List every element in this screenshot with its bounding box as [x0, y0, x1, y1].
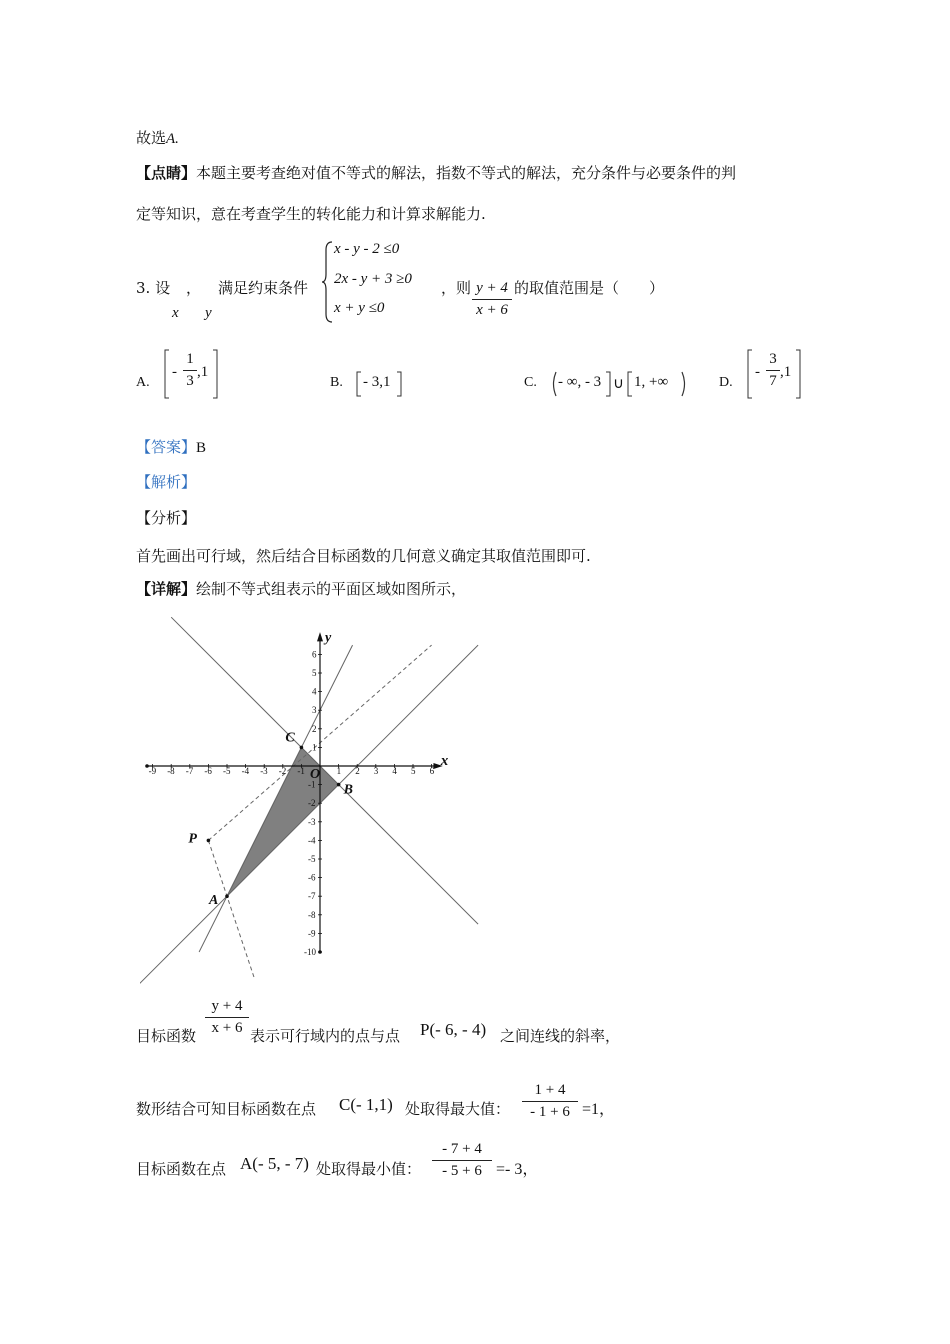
constraint-2: 2x - y + 3 ≥0 — [334, 271, 412, 287]
objective-fraction: y + 4 x + 6 — [205, 998, 249, 1037]
x-tick-label: -9 — [148, 766, 157, 776]
x-tick-label: 1 — [336, 766, 342, 776]
y-tick-label: -5 — [308, 854, 316, 864]
y-tick-label: -9 — [308, 928, 316, 939]
y-tick-label: -6 — [308, 872, 316, 883]
y-tick-label: -3 — [308, 816, 316, 827]
y-tick-label: 2 — [312, 723, 317, 734]
y-tick-label: 5 — [312, 668, 317, 678]
x-tick-label: -5 — [223, 766, 231, 776]
question-then: ，则 — [441, 279, 472, 297]
point-p-label: P — [188, 831, 197, 847]
y-tick-label: -10 — [304, 947, 316, 957]
x-tick-label: -3 — [260, 766, 268, 776]
option-b: - 3,1 — [355, 370, 407, 398]
x-tick-label: -7 — [185, 766, 194, 776]
line-2x-minus-y-plus-3 — [199, 645, 352, 952]
x-axis-label: x — [440, 753, 449, 769]
point-a-dot — [225, 894, 229, 898]
x-tick-label: -6 — [204, 766, 212, 776]
min-fraction: - 7 + 4 - 5 + 6 — [432, 1141, 492, 1180]
objective-pre: 目标函数 — [136, 1027, 197, 1045]
x-tick-label: 3 — [373, 766, 379, 776]
option-b-label: B. — [330, 375, 343, 390]
line-conclusion: 故选A. — [136, 129, 179, 147]
point-a: A(- 5, - 7) — [240, 1154, 309, 1173]
option-d-label: D. — [719, 375, 733, 390]
option-c-label: C. — [524, 375, 537, 390]
question-fraction: y + 4 x + 6 — [472, 280, 512, 319]
min-mid: 处取得最小值： — [316, 1160, 422, 1178]
dianjing-line-1: 【点睛】本题主要考查绝对值不等式的解法，指数不等式的解法，充分条件与必要条件的判 — [136, 164, 737, 182]
x-tick-label: -1 — [297, 766, 305, 776]
x-tick-label: -8 — [167, 766, 175, 776]
y-tick-label: -4 — [308, 835, 316, 846]
fenxi-tag: 【分析】 — [136, 509, 197, 527]
option-a-label: A. — [136, 375, 150, 390]
x-tick-label: 2 — [355, 766, 360, 776]
max-mid: 处取得最大值： — [405, 1100, 511, 1118]
feasible-region-diagram — [140, 608, 480, 984]
constraint-system — [322, 240, 442, 324]
y-tick-label: 1 — [312, 742, 317, 753]
y-axis-arrow — [317, 632, 323, 641]
option-c: - ∞, - 3 ∪ 1, +∞ — [550, 370, 695, 398]
origin-label: O — [310, 767, 321, 782]
jiexi-tag: 【解析】 — [136, 473, 197, 491]
y-tick-label: -1 — [308, 779, 316, 790]
y-tick-label: 4 — [312, 686, 317, 697]
dianjing-line-2: 定等知识，意在考查学生的转化能力和计算求解能力. — [136, 205, 486, 223]
y-tick-label: -2 — [308, 798, 316, 809]
x-tick-label: 4 — [392, 766, 397, 776]
y-tick-label: 6 — [312, 649, 317, 660]
min-value: =- 3， — [496, 1161, 539, 1178]
max-value: =1， — [582, 1101, 616, 1118]
point-p-dot — [207, 839, 211, 843]
y-tick-label: -8 — [308, 909, 316, 920]
y-axis-label: y — [325, 630, 332, 646]
x-tick-label: -4 — [241, 766, 250, 776]
x-tick-label: 6 — [429, 766, 435, 776]
point-c-dot — [300, 746, 304, 750]
x-tick-label: -2 — [278, 766, 287, 776]
max-fraction: 1 + 4 - 1 + 6 — [522, 1082, 578, 1121]
point-b-label: B — [343, 782, 353, 798]
option-a: - 1 3 ,1 — [163, 348, 223, 400]
answer-line: 【答案】B — [136, 438, 207, 456]
question-tail: 的取值范围是（ ） — [514, 279, 665, 297]
question-number: 3. 设 — [136, 279, 171, 297]
option-d: - 3 7 ,1 — [746, 348, 806, 400]
y-tick-label: 3 — [312, 705, 317, 716]
var-y: y — [205, 305, 212, 321]
max-pre: 数形结合可知目标函数在点 — [136, 1100, 317, 1118]
point-p: P(- 6, - 4) — [420, 1020, 487, 1039]
point-c-label: C — [285, 730, 295, 746]
min-pre: 目标函数在点 — [136, 1160, 227, 1178]
objective-mid: 表示可行域内的点与点 — [250, 1027, 401, 1045]
fenxi-text: 首先画出可行域，然后结合目标函数的几何意义确定其取值范围即可. — [136, 547, 591, 565]
point-b-dot — [337, 783, 341, 787]
objective-post: 之间连线的斜率， — [500, 1027, 621, 1045]
point-a-label: A — [209, 893, 219, 909]
constraint-1: x - y - 2 ≤0 — [334, 241, 400, 257]
xiangjie-line: 【详解】绘制不等式组表示的平面区域如图所示， — [136, 580, 467, 598]
question-condition: 满足约束条件 — [218, 279, 309, 297]
question-comma: ， — [186, 279, 202, 297]
constraint-3: x + y ≤0 — [334, 300, 385, 316]
left-brace — [322, 240, 334, 324]
point-c: C(- 1,1) — [339, 1095, 393, 1114]
var-x: x — [172, 305, 179, 321]
x-tick-label: 5 — [411, 766, 416, 776]
y-tick-label: -7 — [308, 891, 316, 902]
